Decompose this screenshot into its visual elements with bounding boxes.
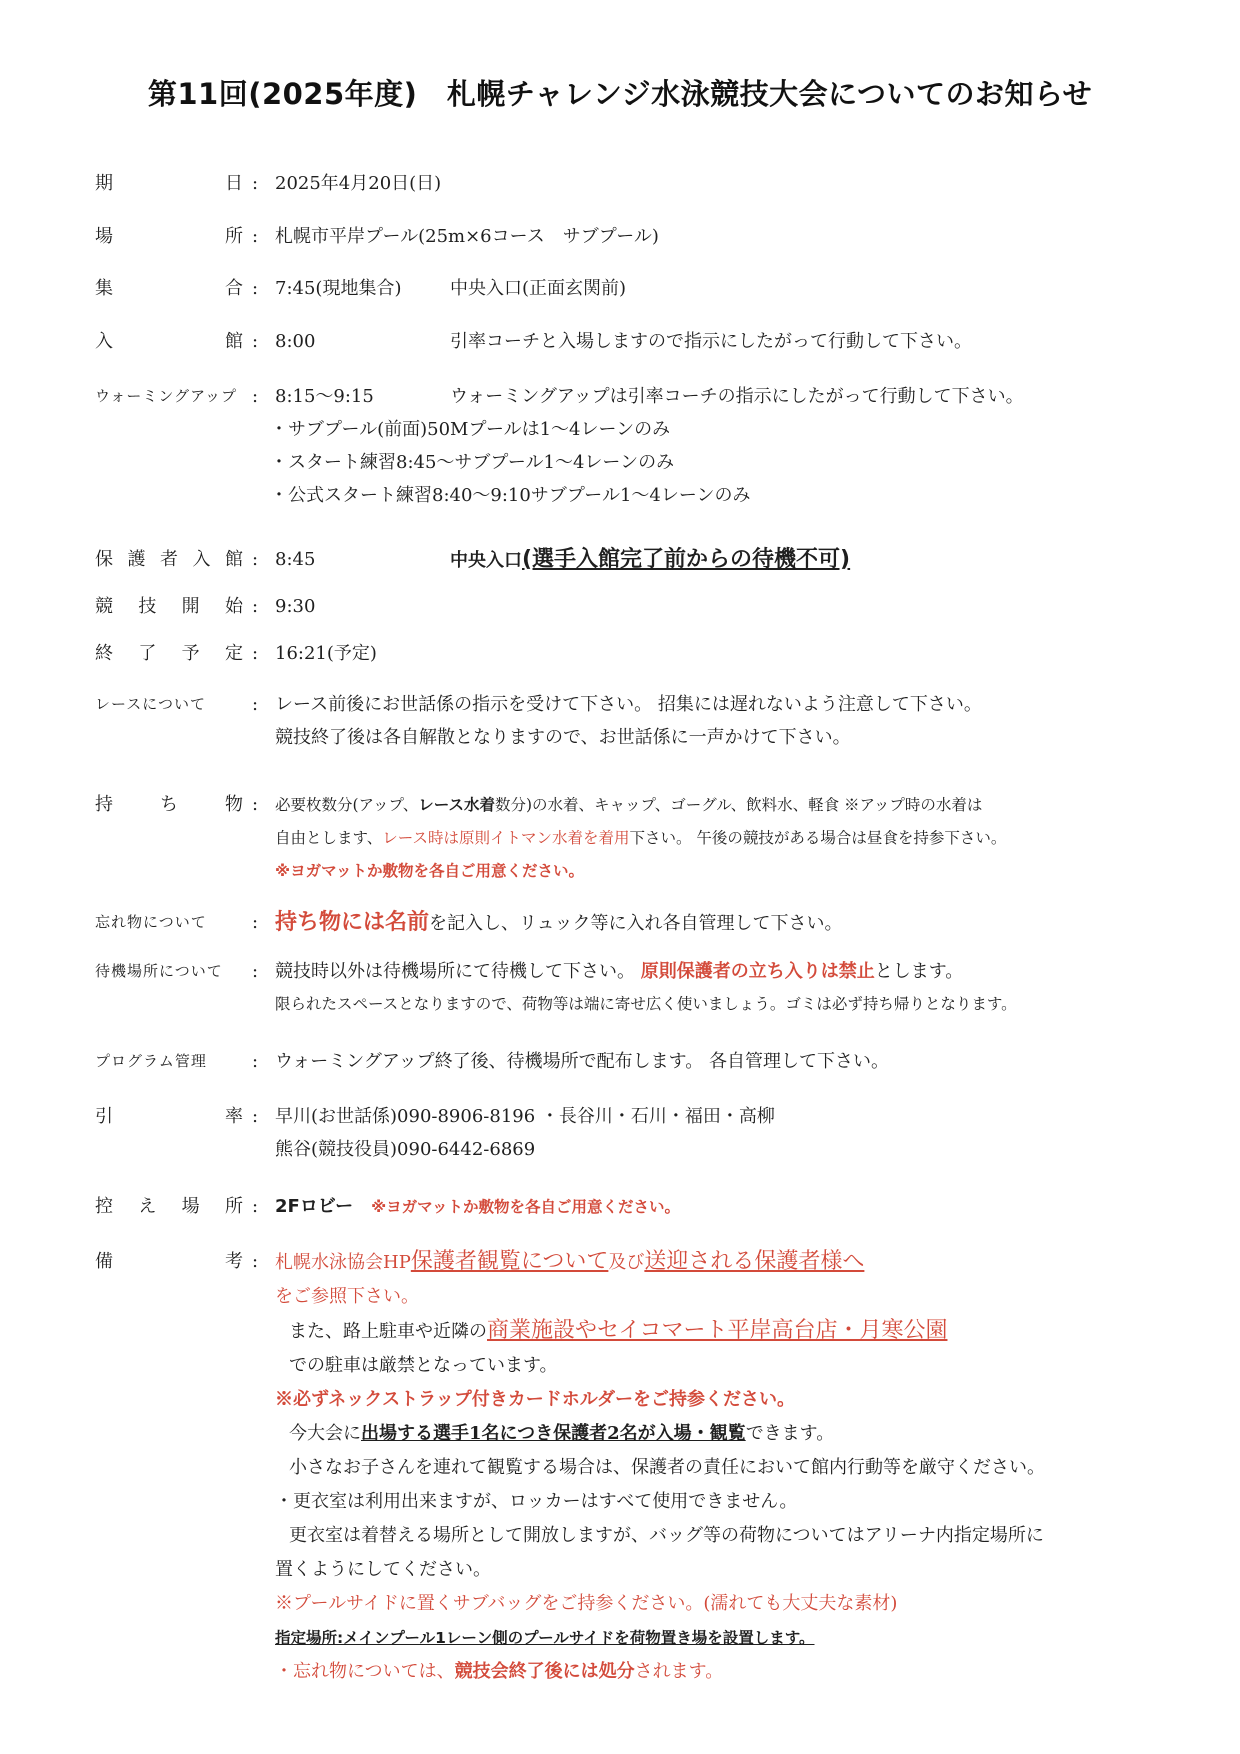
colon: :: [252, 912, 259, 933]
colon: :: [252, 549, 259, 570]
lost-emph: 持ち物には名前: [275, 909, 430, 935]
lost-rest: を記入し、リュック等に入れ各自管理して下さい。: [429, 913, 843, 934]
lead-line: 早川(お世話係)090-8906-8196 ・長谷川・石川・福田・高柳: [275, 1106, 775, 1127]
colon: :: [252, 643, 259, 664]
standby-note: ※ヨガマットか敷物を各自ご用意ください。: [371, 1198, 681, 1216]
label-entry: 入 館: [95, 331, 243, 352]
colon: :: [252, 226, 259, 247]
colon: :: [252, 794, 259, 815]
warmup-item: ・公式スタート練習8:40〜9:10サブプール1〜4レーンのみ: [270, 485, 751, 506]
start-value: 9:30: [275, 596, 316, 617]
label-race: レースについて: [95, 695, 206, 713]
label-waiting: 待機場所について: [95, 962, 223, 980]
label-warmup: ウォーミングアップ: [95, 387, 238, 405]
remarks-line: 更衣室は着替える場所として開放しますが、バッグ等の荷物についてはアリーナ内指定場所に: [289, 1525, 1044, 1546]
date-value: 2025年4月20日(日): [275, 173, 442, 194]
colon: :: [252, 1051, 259, 1072]
venue-value: 札幌市平岸プール(25m×6コース サブプール): [275, 226, 659, 247]
remarks-line: 札幌水泳協会HP保護者観覧について及び送迎される保護者様へ: [275, 1249, 865, 1274]
guardian-entry-time: 8:45: [275, 549, 316, 570]
guardian-entry-warning: (選手入館完了前からの待機不可): [522, 547, 851, 572]
belongings-line: 必要枚数分(アップ、レース水着数分)の水着、キャップ、ゴーグル、飲料水、軽食 ※アップ時の水着は: [275, 795, 983, 814]
remarks-text: [275, 1245, 1160, 1689]
warmup-note: ウォーミングアップは引率コーチの指示にしたがって行動して下さい。: [450, 386, 1024, 407]
label-standby: 控 え 場 所: [95, 1196, 243, 1217]
remarks-line: ・忘れ物については、競技会終了後には処分されます。: [275, 1661, 724, 1682]
colon: :: [252, 694, 259, 715]
assembly-time: 7:45(現地集合): [275, 278, 402, 299]
program-value: ウォーミングアップ終了後、待機場所で配布します。 各自管理して下さい。: [275, 1051, 889, 1072]
label-program: プログラム管理: [95, 1052, 207, 1070]
waiting-line: 競技時以外は待機場所にて待機して下さい。 原則保護者の立ち入りは禁止とします。: [275, 961, 964, 982]
label-venue: 場 所: [95, 226, 243, 247]
remarks-card-holder: ※必ずネックストラップ付きカードホルダーをご持参ください。: [275, 1389, 796, 1410]
guardian-entry-note: [450, 543, 850, 577]
colon: :: [252, 386, 259, 407]
remarks-line: ・更衣室は利用出来ますが、ロッカーはすべて使用できません。: [275, 1491, 798, 1512]
race-text: [275, 688, 1160, 754]
race-line: 競技終了後は各自解散となりますので、お世話係に一声かけて下さい。: [275, 727, 851, 748]
colon: :: [252, 1251, 259, 1272]
lost-text: [275, 906, 1160, 940]
colon: :: [252, 173, 259, 194]
label-date: 期 日: [95, 173, 243, 194]
remarks-line: ※プールサイドに置くサブバッグをご持参ください。(濡れても大丈夫な素材): [275, 1593, 898, 1614]
colon: :: [252, 1196, 259, 1217]
label-end: 終 了 予 定: [95, 643, 243, 664]
lead-line: 熊谷(競技役員)090-6442-6869: [275, 1139, 536, 1160]
waiting-line: 限られたスペースとなりますので、荷物等は端に寄せ広く使いましょう。ゴミは必ず持ち帰りとなります。: [275, 995, 1017, 1013]
belongings-mat-note: ※ヨガマットか敷物を各自ご用意ください。: [275, 862, 584, 880]
warmup-time: 8:15〜9:15: [275, 386, 374, 407]
standby-place: 2Fロビー: [275, 1196, 354, 1217]
race-line: レース前後にお世話係の指示を受けて下さい。 招集には遅れないよう注意して下さい。: [275, 694, 982, 715]
remarks-line: 置くようにしてください。: [275, 1559, 491, 1580]
remarks-line: をご参照下さい。: [275, 1286, 419, 1307]
page-title: 第11回(2025年度) 札幌チャレンジ水泳競技大会についてのお知らせ: [147, 77, 1093, 111]
colon: :: [252, 278, 259, 299]
warmup-items: [270, 413, 1170, 512]
guardian-entry-place: 中央入口: [450, 550, 522, 571]
colon: :: [252, 331, 259, 352]
remarks-line: 小さなお子さんを連れて観覧する場合は、保護者の責任において館内行動等を厳守ください。: [289, 1457, 1045, 1478]
remarks-designated-place: 指定場所:メインプール1レーン側のプールサイドを荷物置き場を設置します。: [275, 1629, 815, 1647]
warmup-item: ・サブプール(前面)50Mプールは1〜4レーンのみ: [270, 419, 671, 440]
end-value: 16:21(予定): [275, 643, 377, 664]
label-assembly: 集 合: [95, 278, 243, 299]
label-belongings: 持 ち 物: [95, 794, 243, 815]
assembly-note: 中央入口(正面玄関前): [450, 278, 627, 299]
entry-note: 引率コーチと入場しますので指示にしたがって行動して下さい。: [450, 331, 972, 352]
remarks-line: 今大会に出場する選手1名につき保護者2名が入場・観覧できます。: [289, 1423, 835, 1444]
waiting-text: [275, 955, 1160, 1021]
colon: :: [252, 961, 259, 982]
entry-time: 8:00: [275, 331, 316, 352]
colon: :: [252, 1106, 259, 1127]
standby-text: [275, 1190, 1160, 1224]
remarks-line: また、路上駐車や近隣の商業施設やセイコマート平岸高台店・月寒公園: [289, 1318, 948, 1343]
belongings-line: 自由とします、レース時は原則イトマン水着を着用下さい。 午後の競技がある場合は昼食を持参下さい。: [275, 829, 1007, 847]
belongings-text: [275, 788, 1160, 888]
label-remarks: 備 考: [95, 1251, 243, 1272]
warmup-item: ・スタート練習8:45〜サブプール1〜4レーンのみ: [270, 452, 675, 473]
label-lead: 引 率: [95, 1106, 243, 1127]
label-guardian-entry: 保 護 者 入 館: [95, 549, 243, 570]
remarks-line: での駐車は厳禁となっています。: [289, 1355, 558, 1376]
label-start: 競 技 開 始: [95, 596, 243, 617]
lead-text: [275, 1100, 1160, 1166]
label-lost: 忘れ物について: [95, 913, 207, 931]
colon: :: [252, 596, 259, 617]
